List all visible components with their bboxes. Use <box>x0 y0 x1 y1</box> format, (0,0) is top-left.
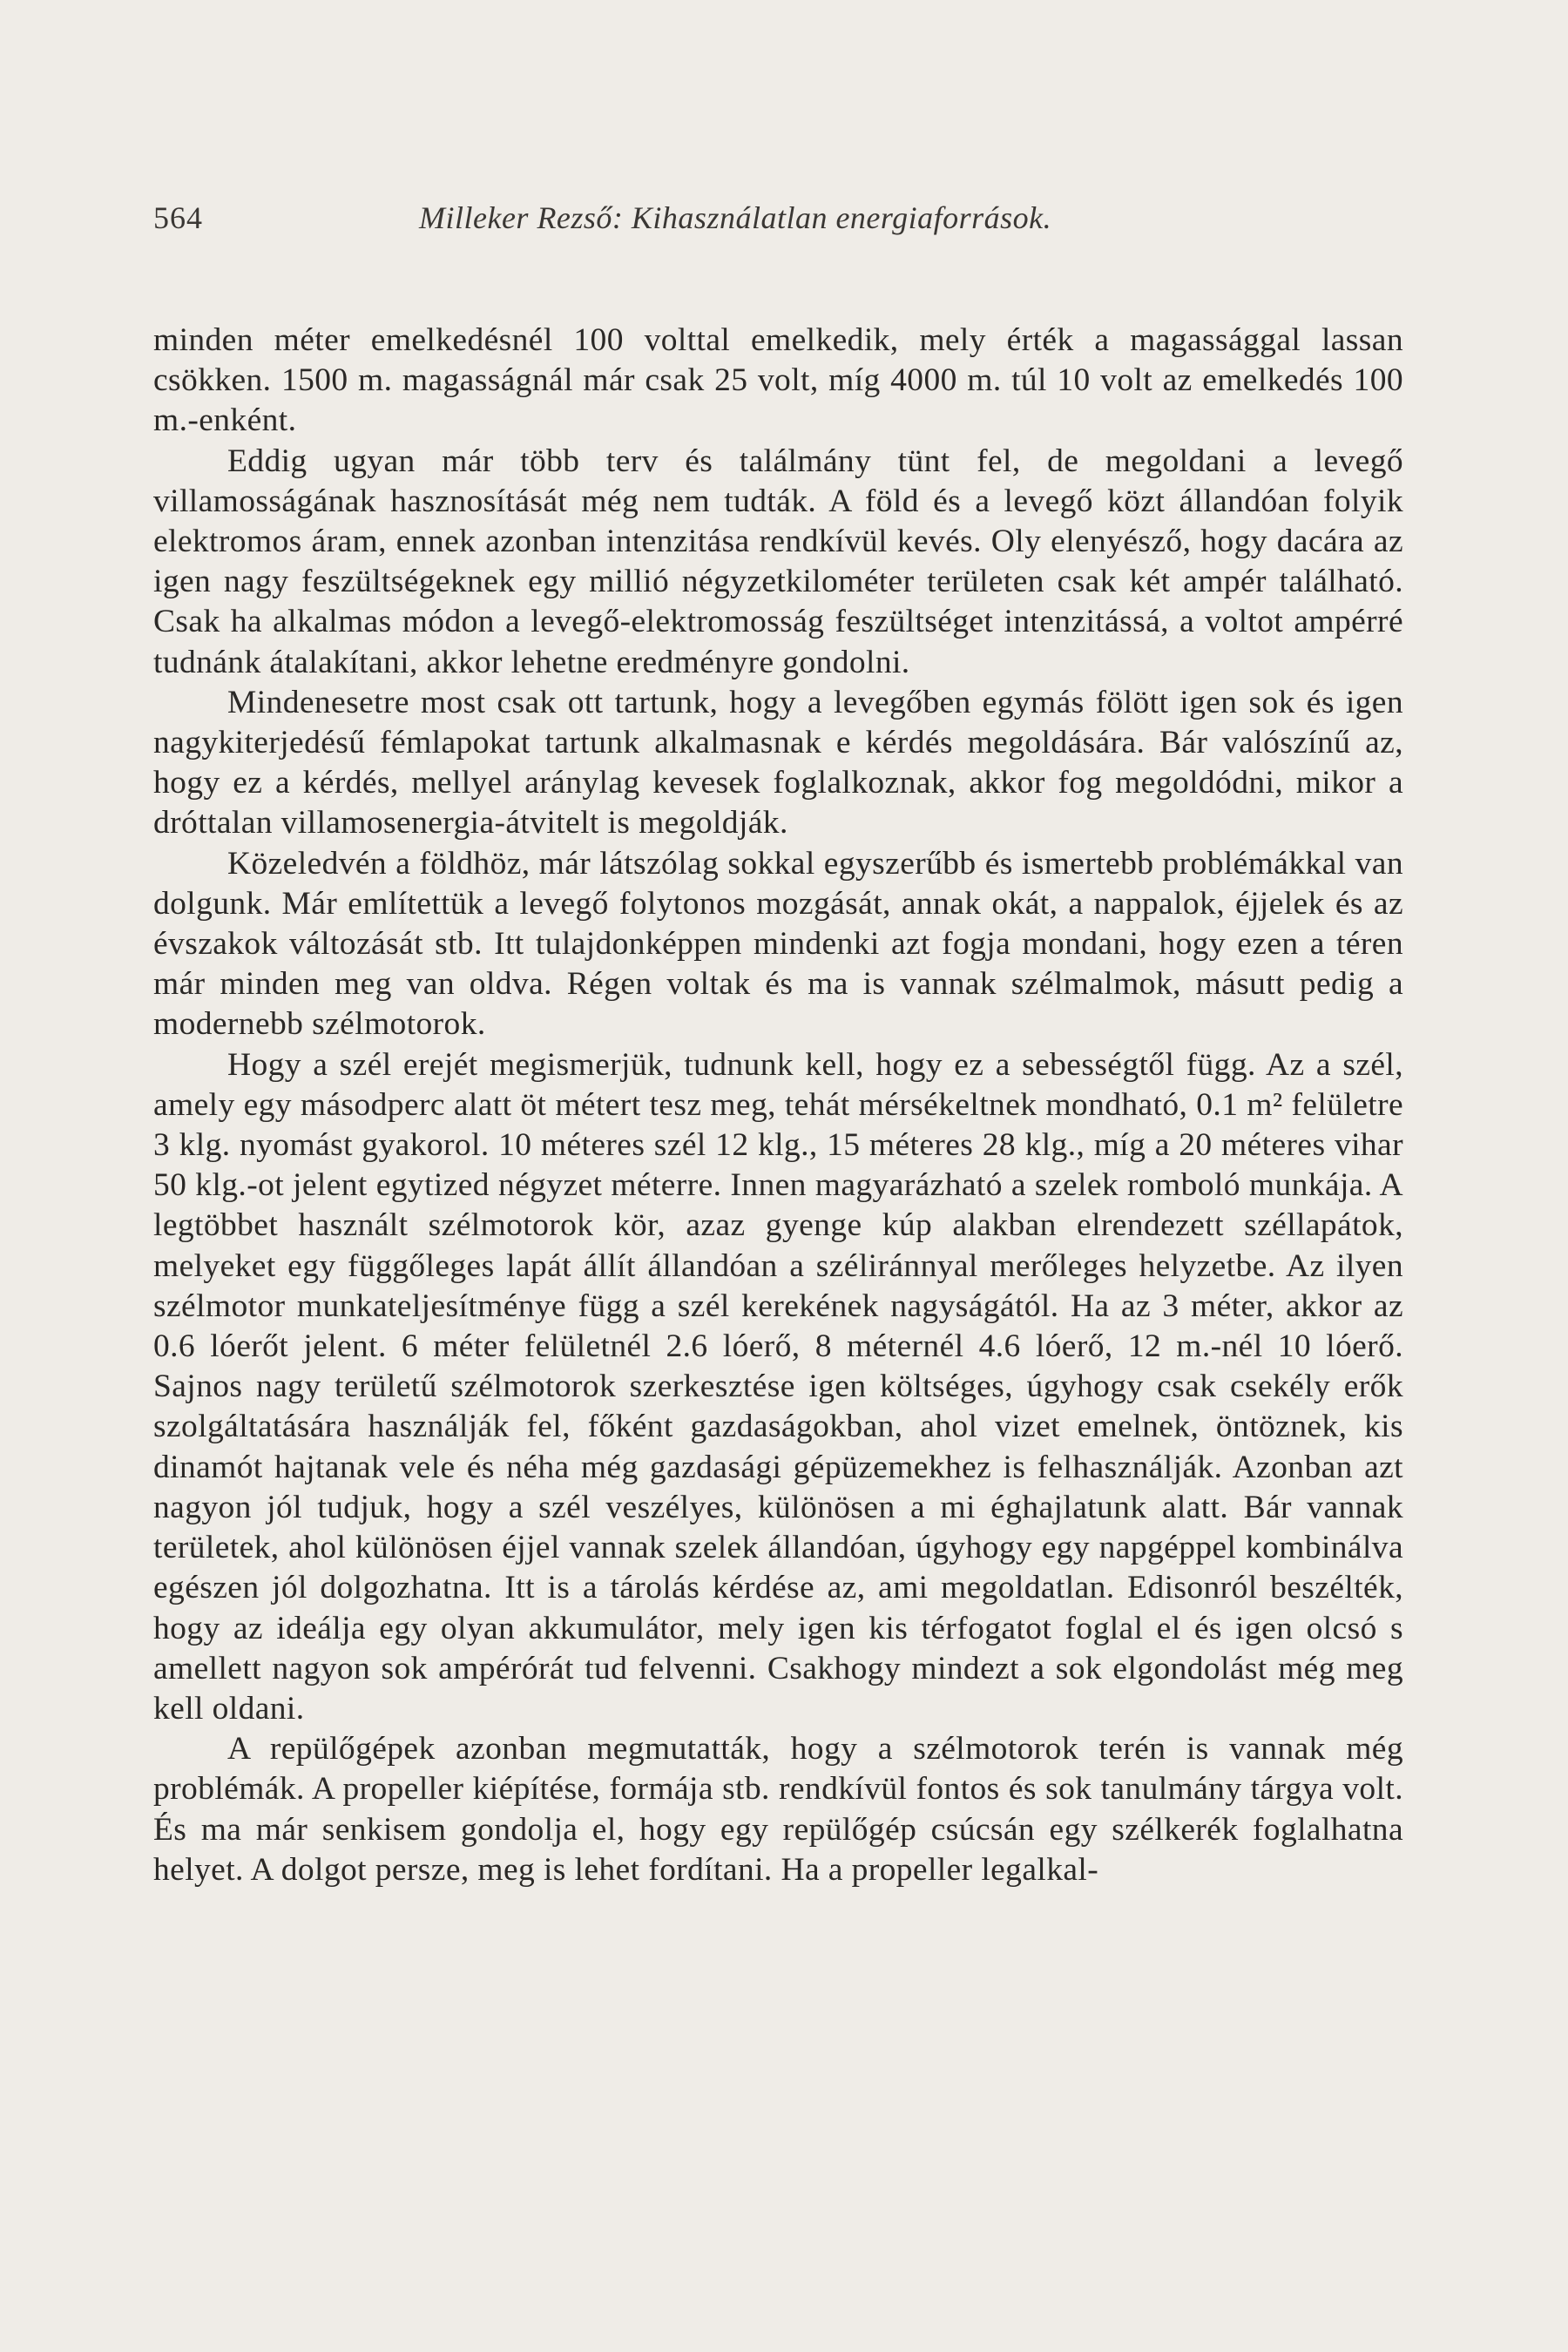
paragraph-5: Hogy a szél erejét megismerjük, tudnunk kell, hogy ez a sebességtől függ. Az a szél, amely egy másodperc alatt öt métert tesz meg, tehát mérsékeltnek mondható, 0.1 m² felületre 3 klg. nyomást gyakorol. 10 méteres szél 12 klg., 15 méteres 28 klg., míg a 20 méteres vihar 50 klg.-ot jelent egytized négyzet méterre. Innen magyarázható a szelek romboló munkája. A legtöbbet használt szélmotorok kör, azaz gyenge kúp alakban elrendezett széllapátok, melyeket egy függőleges lapát állít állandóan a széliránnyal merőleges helyzetbe. Az ilyen szélmotor munkateljesítménye függ a szél kerekének nagyságától. Ha az 3 méter, akkor az 0.6 lóerőt jelent. 6 méter felületnél 2.6 lóerő, 8 méternél 4.6 lóerő, 12 m.-nél 10 lóerő. Sajnos nagy területű szélmotorok szerkesztése igen költséges, úgyhogy csak csekély erők szolgáltatására használják fel, főként gazdaságokban, ahol vizet emelnek, öntöznek, kis dinamót hajtanak vele és néha még gazdasági gépüzemekhez is felhasználják. Azonban azt nagyon jól tudjuk, hogy a szél veszélyes, különösen a mi éghajlatunk alatt. Bár vannak területek, ahol különösen éjjel vannak szelek állandóan, úgyhogy egy napgéppel kombinálva egészen jól dolgozhatna. Itt is a tárolás kérdése az, ami megoldatlan. Edisonról beszélték, hogy az ideálja egy olyan akkumulátor, mely igen kis térfogatot foglal el és igen olcsó s amellett nagyon sok ampérórát tud felvenni. Csakhogy mindezt a sok elgondolást még meg kell oldani. <box>153 1046 1403 1727</box>
paragraph-1: minden méter emelkedésnél 100 volttal emelkedik, mely érték a magassággal lassan csökken. 1500 m. magasságnál már csak 25 volt, míg 4000 m. túl 10 volt az emelkedés 100 m.-enként. <box>153 322 1403 439</box>
body-text <box>153 321 1403 1890</box>
page-header <box>153 199 1416 237</box>
paragraph-6: A repülőgépek azonban megmutatták, hogy a szélmotorok terén is vannak még problémák. A propeller kiépítése, formája stb. rendkívül fontos és sok tanulmány tárgya volt. És ma már senkisem gondolja el, hogy egy repülőgép csúcsán egy szélkerék foglalhatna helyet. A dolgot persze, meg is lehet fordítani. Ha a propeller legalkal- <box>153 1731 1403 1888</box>
running-title: Milleker Rezső: Kihasználatlan energiaforrások. <box>419 200 1052 235</box>
paragraph-4: Közeledvén a földhöz, már látszólag sokkal egyszerűbb és ismertebb problémákkal van dolgunk. Már említettük a levegő folytonos mozgását, annak okát, a nappalok, éjjelek és az évszakok változását stb. Itt tulajdonképpen mindenki azt fogja mondani, hogy ezen a téren már minden meg van oldva. Régen voltak és ma is vannak szélmalmok, másutt pedig a modernebb szélmotorok. <box>153 845 1403 1043</box>
paragraph-3: Mindenesetre most csak ott tartunk, hogy a levegőben egymás fölött igen sok és igen nagykiterjedésű fémlapokat tartunk alkalmasnak e kérdés megoldására. Bár valószínű az, hogy ez a kérdés, mellyel aránylag kevesek foglalkoznak, akkor fog megoldódni, mikor a dróttalan villamosenergia-átvitelt is megoldják. <box>153 684 1403 841</box>
paragraph-2: Eddig ugyan már több terv és találmány tünt fel, de megoldani a levegő villamosságának hasznosítását még nem tudták. A föld és a levegő közt állandóan folyik elektromos áram, ennek azonban intenzitása rendkívül kevés. Oly elenyésző, hogy dacára az igen nagy feszültségeknek egy millió négyzetkilométer területen csak két ampér található. Csak ha alkalmas módon a levegő-elektromosság feszültséget intenzitássá, a voltot ampérré tudnánk átalakítani, akkor lehetne eredményre gondolni. <box>153 443 1403 680</box>
page-number: 564 <box>153 200 203 235</box>
